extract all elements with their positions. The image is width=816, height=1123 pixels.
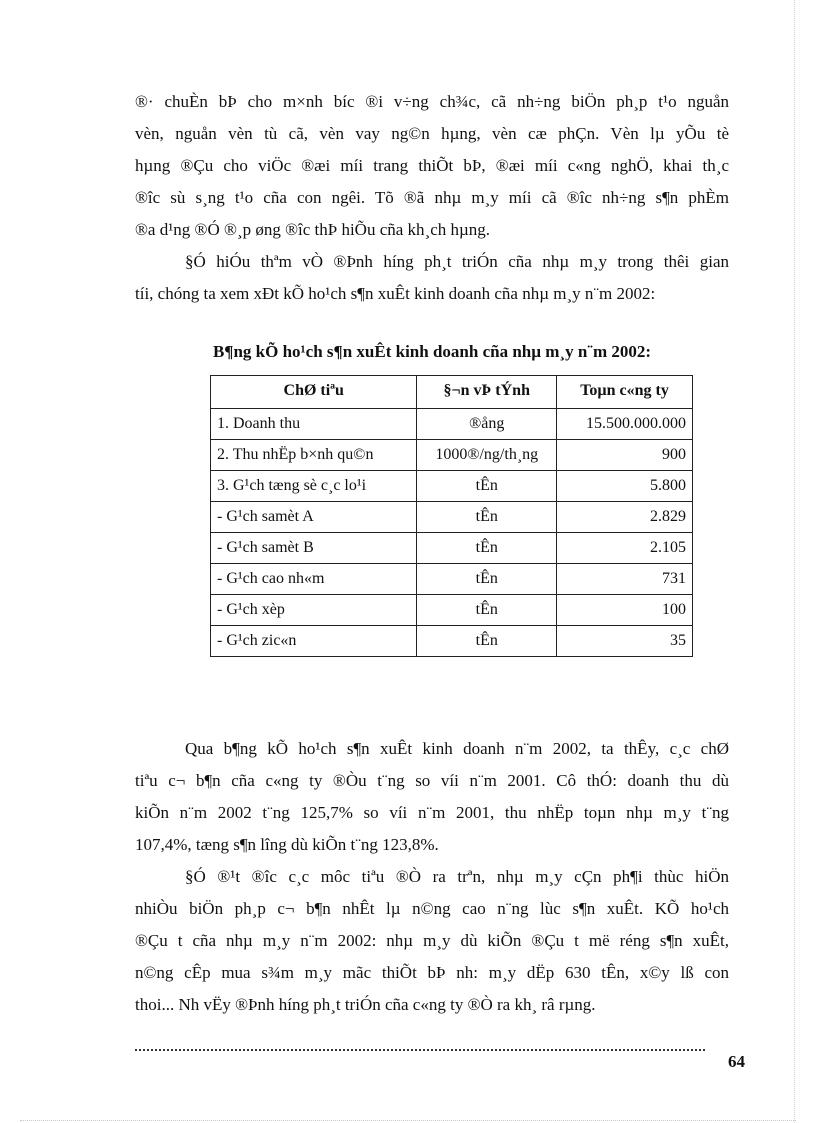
footer-divider bbox=[135, 1049, 705, 1051]
text-line: tiªu c¬ b¶n cña c«ng ty ®Òu t¨ng so víi n¨m 2001. Cô thÓ: doanh thu dù bbox=[135, 771, 729, 790]
cell-unit: 1000®/ng/th¸ng bbox=[417, 440, 557, 471]
page-side-border bbox=[794, 0, 795, 1123]
table-row bbox=[211, 626, 693, 657]
text-line: ®a d¹ng ®Ó ®¸p øng ®îc thÞ hiÕu cña kh¸ch hµng. bbox=[135, 220, 491, 239]
header-indicator: ChØ tiªu bbox=[211, 376, 417, 409]
cell-value: 15.500.000.000 bbox=[557, 409, 693, 440]
table-row bbox=[211, 533, 693, 564]
cell-unit: tÊn bbox=[417, 626, 557, 657]
cell-unit: tÊn bbox=[417, 595, 557, 626]
cell-value: 900 bbox=[557, 440, 693, 471]
text-line: nhiÒu biÖn ph¸p c¬ b¶n nhÊt lµ n©ng cao n¨ng lùc s¶n xuÊt. KÕ ho¹ch bbox=[135, 899, 729, 918]
cell-unit: tÊn bbox=[417, 533, 557, 564]
page-bottom-border bbox=[20, 1120, 796, 1121]
text-line: hµng ®Çu cho viÖc ®æi míi trang thiÕt bÞ, ®æi míi c«ng nghÖ, khai th¸c bbox=[135, 156, 729, 175]
header-company-total: Toµn c«ng ty bbox=[557, 376, 693, 409]
text-line: ®îc sù s¸ng t¹o cña con ngêi. Tõ ®ã nhµ m¸y míi cã ®îc nh÷ng s¶n phÈm bbox=[135, 188, 729, 207]
cell-unit: tÊn bbox=[417, 564, 557, 595]
cell-value: 731 bbox=[557, 564, 693, 595]
text-line: Qua b¶ng kÕ ho¹ch s¶n xuÊt kinh doanh n¨m 2002, ta thÊy, c¸c chØ bbox=[185, 739, 729, 758]
paragraph-investment bbox=[135, 861, 729, 1021]
cell-indicator: 2. Thu nhËp b×nh qu©n bbox=[211, 440, 417, 471]
cell-value: 2.829 bbox=[557, 502, 693, 533]
cell-value: 35 bbox=[557, 626, 693, 657]
cell-indicator: - G¹ch zic«n bbox=[211, 626, 417, 657]
text-line: §Ó hiÓu thªm vÒ ®Þnh híng ph¸t triÓn cña nhµ m¸y trong thêi gian bbox=[185, 252, 729, 271]
table-row bbox=[211, 595, 693, 626]
text-line: thoi... Nh vËy ®Þnh híng ph¸t triÓn cña c«ng ty ®Ò ra kh¸ râ rµng. bbox=[135, 995, 596, 1014]
cell-indicator: 1. Doanh thu bbox=[211, 409, 417, 440]
table-row bbox=[211, 564, 693, 595]
cell-unit: ®ång bbox=[417, 409, 557, 440]
cell-indicator: - G¹ch samèt A bbox=[211, 502, 417, 533]
text-line: tíi, chóng ta xem xÐt kÕ ho¹ch s¶n xuÊt kinh doanh cña nhµ m¸y n¨m 2002: bbox=[135, 284, 656, 303]
table-row bbox=[211, 440, 693, 471]
text-line: 107,4%, tæng s¶n lîng dù kiÕn t¨ng 123,8%. bbox=[135, 835, 439, 854]
cell-indicator: - G¹ch samèt B bbox=[211, 533, 417, 564]
paragraph-capital bbox=[135, 86, 729, 246]
production-plan-table bbox=[210, 375, 693, 657]
text-line: n©ng cÊp mua s¾m m¸y mãc thiÕt bÞ nh: m¸y dËp 630 tÊn, x©y lß con bbox=[135, 963, 729, 982]
cell-indicator: 3. G¹ch tæng sè c¸c lo¹i bbox=[211, 471, 417, 502]
header-unit: §¬n vÞ tÝnh bbox=[417, 376, 557, 409]
cell-value: 5.800 bbox=[557, 471, 693, 502]
paragraph-analysis bbox=[135, 733, 729, 861]
paragraph-orientation bbox=[135, 246, 729, 310]
page-number: 64 bbox=[728, 1052, 745, 1071]
table-row bbox=[211, 409, 693, 440]
text-line: vèn, nguån vèn tù cã, vèn vay ng©n hµng, vèn cæ phÇn. Vèn lµ yÕu tè bbox=[135, 124, 729, 143]
table-row bbox=[211, 502, 693, 533]
text-line: ®Çu t cña nhµ m¸y n¨m 2002: nhµ m¸y dù kiÕn ®Çu t më réng s¶n xuÊt, bbox=[135, 931, 729, 950]
cell-indicator: - G¹ch xèp bbox=[211, 595, 417, 626]
cell-unit: tÊn bbox=[417, 471, 557, 502]
cell-indicator: - G¹ch cao nh«m bbox=[211, 564, 417, 595]
text-line: kiÕn n¨m 2002 t¨ng 125,7% so víi n¨m 2001, thu nhËp toµn nhµ m¸y t¨ng bbox=[135, 803, 729, 822]
table-title: B¶ng kÕ ho¹ch s¶n xuÊt kinh doanh cña nhµ m¸y n¨m 2002: bbox=[212, 342, 652, 361]
table-row bbox=[211, 471, 693, 502]
table-header-row bbox=[211, 376, 693, 409]
text-line: §Ó ®¹t ®îc c¸c môc tiªu ®Ò ra trªn, nhµ m¸y cÇn ph¶i thùc hiÖn bbox=[185, 867, 729, 886]
cell-unit: tÊn bbox=[417, 502, 557, 533]
cell-value: 2.105 bbox=[557, 533, 693, 564]
text-line: ®· chuÈn bÞ cho m×nh bíc ®i v÷ng ch¾c, cã nh÷ng biÖn ph¸p t¹o nguån bbox=[135, 92, 729, 111]
cell-value: 100 bbox=[557, 595, 693, 626]
